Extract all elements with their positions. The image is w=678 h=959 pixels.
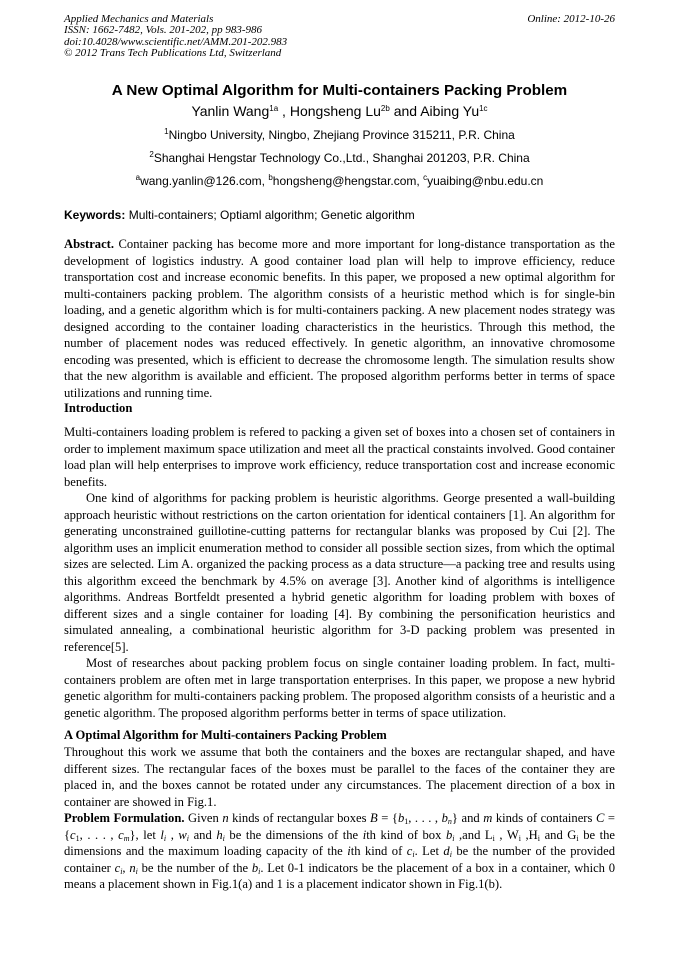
author-name: Hongsheng Lu (289, 103, 381, 119)
author-sup: 1c (479, 104, 488, 113)
abstract-label: Abstract. (64, 237, 115, 251)
abstract (64, 236, 615, 401)
online-date: Online: 2012-10-26 (527, 13, 615, 25)
author-sep: , (278, 103, 290, 119)
aff-text: Ningbo University, Ningbo, Zhejiang Province 315211, P.R. China (168, 128, 515, 142)
email: hongsheng@hengstar.com, (272, 174, 424, 188)
author-name: Yanlin Wang (191, 103, 270, 119)
problem-formulation-paragraph: Problem Formulation. Given n kinds of rectangular boxes $B = \{b_1$, . . . , $b_n$} and m kinds of containers $C = \{c_1$, . . . , $c_m$}, let $l_i$ , $w_i$ and $h_i$ be the dimensions of the ith kind of box $b_i$ ,and $L_i$ , $W_i$ $,H_i$ and $G_i$ be the dimensions and the maximum loading capacity of the ith kind of $c_i$. Let $d_i$ be the number of the provided container $c_i$, $n_i$ be the number of the $b_i$. Let 0-1 indicators be the placement of a box in a container, which 0 means a placement shown in Fig.1(a) and 1 is a placement indicator shown in Fig.1(b). (64, 811, 616, 891)
formulation-label: Problem Formulation. (64, 811, 185, 825)
affiliation-2 (64, 151, 615, 165)
author-sep: and (389, 103, 421, 119)
aff-sup: 2 (149, 150, 154, 159)
aff-sup: 1 (164, 127, 169, 136)
email-sup: b (268, 173, 273, 182)
keywords (64, 208, 415, 222)
aff-text: Shanghai Hengstar Technology Co.,Ltd., Shanghai 201203, P.R. China (153, 151, 530, 165)
author-sup: 1a (269, 104, 279, 113)
journal-name: Applied Mechanics and Materials (64, 13, 214, 25)
section2-paragraph: Throughout this work we assume that both the containers and the boxes are rectangular shaped, and have different sizes. The rectangular faces of the boxes must be parallel to the faces of the container they are placed in, and the boxes cannot be rotated under any circumstances. The placement direction of a box in container are showed in Fig.1. (64, 745, 615, 809)
keywords-label: Keywords: (64, 208, 126, 222)
journal-header (64, 14, 615, 60)
copyright-line: © 2012 Trans Tech Publications Ltd, Switzerland (64, 47, 282, 60)
abstract-text: Container packing has become more and more important for long-distance transportation as the development of logistics industry. A good container load plan will help to improve efficiency, reduce transportation cost and increase economic benefits. In this paper, we proposed a new optimal algorithm for multi-containers packing problem. The algorithm consists of a heuristic method which is for single-bin loading, and a genetic algorithm which is for multi-containers packing. A new placement nodes strategy was designed according to the container loading characteristics in the heuristics. Through this method, the number of placement nodes was reduced effectively. In genetic algorithm, an innovative chromosome encoding was presented, which is efficient to decrease the chromosome length. The simulation results show that the new algorithm is available and efficient. The proposed algorithm performs better in terms of space utilizations and running time. (64, 237, 615, 400)
email: wang.yanlin@126.com, (140, 174, 269, 188)
section-heading-algorithm: A Optimal Algorithm for Multi-containers Packing Problem (64, 728, 387, 742)
email-list (64, 174, 615, 188)
introduction-body (64, 424, 615, 721)
section-heading-introduction: Introduction (64, 401, 133, 415)
affiliation-1 (64, 128, 615, 142)
intro-paragraph: Multi-containers loading problem is refered to packing a given set of boxes into a chosen set of containers in order to implement maximum space utilization and meet all the practical constaints involved. Good container load plan will help enterprises to improve work efficiency, reduce transportation cost and increase economic benefits. (64, 425, 615, 489)
email-sup: c (423, 173, 428, 182)
paper-title: A New Optimal Algorithm for Multi-containers Packing Problem (111, 82, 568, 99)
author-sup: 2b (380, 104, 390, 113)
email: yuaibing@nbu.edu.cn (427, 174, 544, 188)
intro-paragraph: Most of researches about packing problem focus on single container loading problem. In fact, multi-containers problem are often met in large transportation enterprises. In this paper, we propose a new hybrid genetic algorithm for multi-containers packing problem. The proposed algorithm consists of a heuristic and a genetic algorithm. The proposed algorithm performs better in terms of space utilization. (64, 656, 615, 720)
intro-paragraph: One kind of algorithms for packing problem is heuristic algorithms. George presented a wall-building approach heuristic without restrictions on the carton orientation for identical containers [1]. An algorithm for generating unconstrained guillotine-cutting patterns for rectangular blanks was proposed by Cui [2]. The algorithm uses an implicit enumeration method to consider all possible section sizes, from which the optimal sizes are selected. Lim A. organized the packing process as a data structure—a packing tree and results using this algorithm exceed the benchmark by 4.5% on average [3]. Another kind of algorithms is intelligence algorithms. Andreas Bortfeldt presented a hybrid genetic algorithm for loading problem with boxes of different sizes and a single container for loading [4]. By combining the personification heuristics and simulated annealing, a combinational heuristic algorithm for 3-D packing problem was presented in reference[5]. (64, 491, 615, 654)
issn-line: ISSN: 1662-7482, Vols. 201-202, pp 983-986 (64, 24, 262, 37)
section2-body (64, 744, 615, 893)
doi-line: doi:10.4028/www.scientific.net/AMM.201-202.983 (64, 35, 288, 48)
email-sup: a (135, 173, 141, 182)
author-name: Aibing Yu (420, 103, 480, 119)
keywords-text: Multi-containers; Optiaml algorithm; Genetic algorithm (125, 208, 415, 222)
author-list (64, 103, 615, 119)
